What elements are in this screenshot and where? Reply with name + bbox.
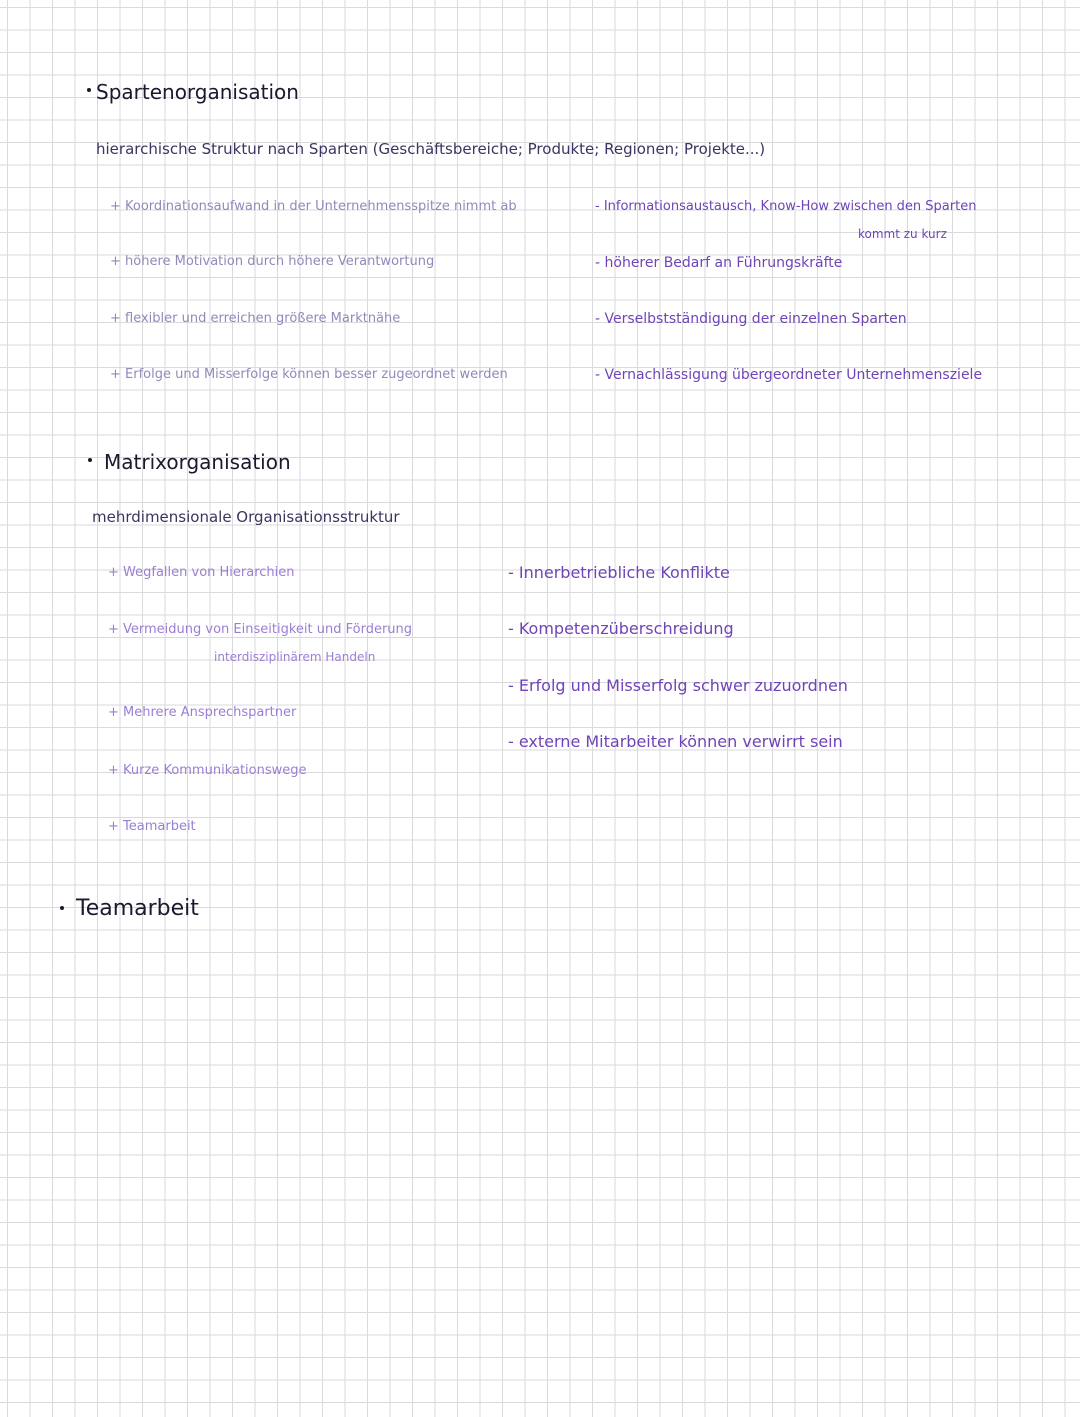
con-item: - Innerbetriebliche Konflikte — [508, 563, 730, 582]
section-title-sparten: Spartenorganisation — [96, 80, 299, 104]
section-title-team: Teamarbeit — [76, 896, 199, 921]
section-definition-matrix: mehrdimensionale Organisationsstruktur — [92, 508, 400, 526]
pro-item: + flexibler und erreichen größere Marktnähe — [110, 311, 401, 326]
con-item-continuation: kommt zu kurz — [858, 227, 947, 241]
pro-item: + Koordinationsaufwand in der Unternehmensspitze nimmt ab — [110, 199, 517, 214]
con-item: - Verselbstständigung der einzelnen Sparten — [595, 311, 907, 327]
pro-item: + Erfolge und Misserfolge können besser zugeordnet werden — [110, 367, 508, 382]
pro-item-continuation: interdisziplinärem Handeln — [214, 650, 376, 664]
pro-item: + Mehrere Ansprechspartner — [108, 705, 297, 720]
bullet-dot — [88, 458, 92, 462]
con-item: - Kompetenzüberschreidung — [508, 619, 734, 638]
pro-item: + höhere Motivation durch höhere Verantwortung — [110, 254, 435, 269]
section-definition-sparten: hierarchische Struktur nach Sparten (Geschäftsbereiche; Produkte; Regionen; Projekte...) — [96, 140, 766, 158]
con-item: - Vernachlässigung übergeordneter Unternehmensziele — [595, 367, 983, 383]
bullet-dot — [87, 88, 91, 92]
con-item: - Informationsaustausch, Know-How zwischen den Sparten — [595, 199, 977, 214]
pro-item: + Teamarbeit — [108, 819, 196, 834]
pro-item: + Vermeidung von Einseitigkeit und Förderung — [108, 622, 413, 637]
section-title-matrix: Matrixorganisation — [104, 450, 291, 474]
con-item: - höherer Bedarf an Führungskräfte — [595, 255, 843, 271]
con-item: - externe Mitarbeiter können verwirrt sein — [508, 732, 843, 751]
bullet-dot — [60, 906, 64, 910]
pro-item: + Wegfallen von Hierarchien — [108, 565, 295, 580]
pro-item: + Kurze Kommunikationswege — [108, 763, 307, 778]
con-item: - Erfolg und Misserfolg schwer zuzuordnen — [508, 676, 848, 695]
